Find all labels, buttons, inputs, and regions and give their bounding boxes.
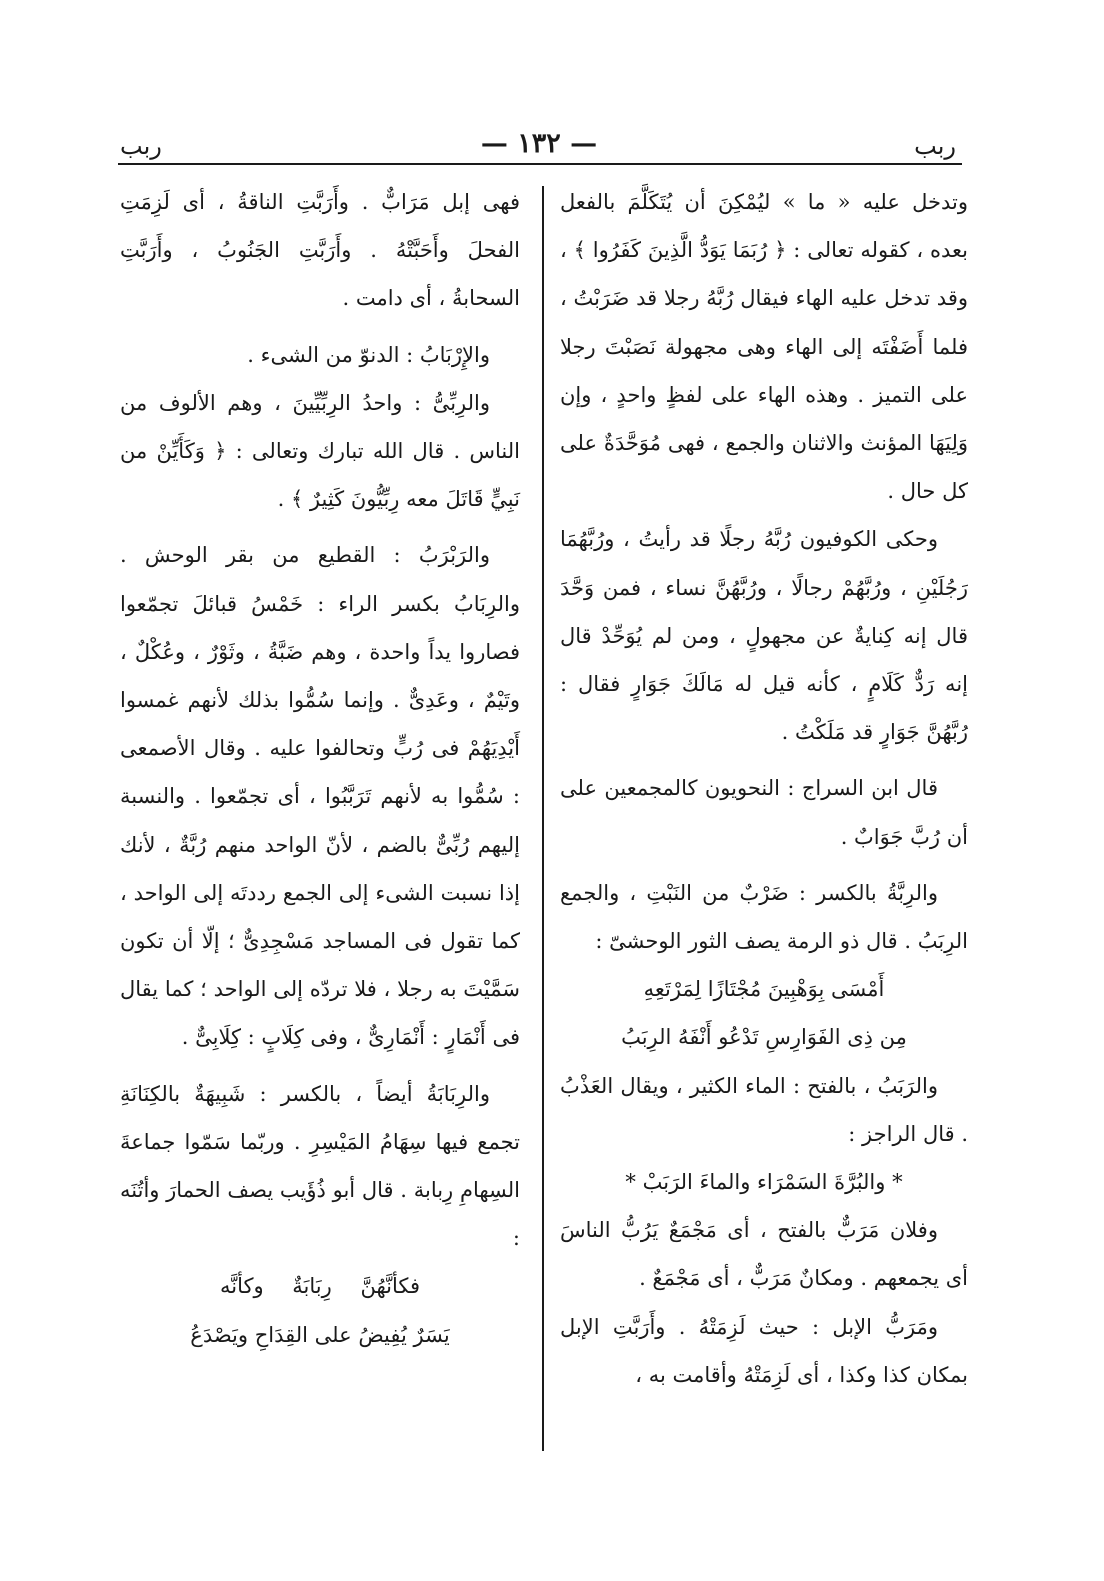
page-number: — ١٣٢ — (480, 128, 598, 159)
entry-paragraph: والرِبِّىُّ : واحدُ الرِبِّيِّينَ ، وهم الألوف من الناس . قال الله تبارك وتعالى : ﴿ وَكَأَيِّنْ من نَبِيٍّ قَاتَلَ معه رِبِّيُّونَ كَثِيرٌ ﴾ . (120, 390, 520, 512)
page-header (118, 128, 960, 162)
left-column (120, 178, 520, 1359)
entry-paragraph: والرَبْرَبُ : القطيع من بقر الوحش . والرِبَابُ بكسر الراء : خَمْسُ قبائلَ تجمّعوا فصاروا يداً واحدة ، وهم ضَبَّةُ ، وثَوْرٌ ، وعُكْلٌ ، وتَيْمٌ ، وعَدِىٌّ . وإنما سُمُّوا بذلك لأنهم غمسوا أَيْدِيَهُمْ فى رُبٍّ وتحالفوا عليه . وقال الأصمعى : سُمُّوا به لأنهم تَرَبَّبُوا ، أى تجمّعوا . والنسبة إليهم رُبِّىٌّ بالضم ، لأنّ الواحد منهم رُبَّةٌ ، لأنك إذا نسبت الشىء إلى الجمع رددتَه إلى الواحد ، كما تقول فى المساجد مَسْجِدِىٌّ ؛ إلّا أن تكون سَمَّيْتَ به رجلا ، فلا تردّه إلى الواحد ؛ كما يقال فى أَنْمَارٍ : أَنْمَارِىٌّ ، وفى كِلَابٍ : كِلَابِىٌّ . (120, 543, 520, 1050)
entry-paragraph: والإِرْبَابُ : الدنوّ من الشىء . (247, 342, 490, 367)
entry-paragraph: والرِبَّةُ بالكسر : ضَرْبٌ من النَبْتِ ، والجمع الرِبَبُ . قال ذو الرمة يصف الثور الوحشىّ : (560, 880, 968, 954)
entry-paragraph: والرَبَبُ ، بالفتح : الماء الكثير ، ويقال العَذْبُ . قال الراجز : (560, 1073, 968, 1146)
entry-paragraph: فهى إبل مَرَابٌّ . وأَرَبَّتِ الناقةُ ، أى لَزِمَتِ الفحلَ وأَحَبَّتْهُ . وأَرَبَّتِ الجَنُوبُ ، وأَرَبَّتِ السحابةُ ، أى دامت . (120, 190, 520, 311)
verse-line: يَسَرٌ يُفِيضُ على القِدَاحِ ويَصْدَعُ (190, 1322, 450, 1347)
entry-paragraph: والرِبَابَةُ أيضاً ، بالكسر : شَبِيهَةٌ بالكِنَانَةِ تجمع فيها سِهَامُ المَيْسِرِ . وربّما سَمّوا جماعةَ السِهامِ رِبابة . قال أبو ذُؤَيب يصف الحمارَ وأتُنَه : (120, 1081, 520, 1251)
verse-line: أَمْسَى بِوَهْبِينَ مُجْتَازًا لِمَرْتَعِهِ (643, 977, 885, 1002)
entry-paragraph: وفلان مَرَبٌّ بالفتح ، أى مَجْمَعٌ يَرُبُّ الناسَ أى يجمعهم . ومكانٌ مَرَبٌّ ، أى مَجْمَعٌ . (560, 1218, 968, 1291)
verse-line: * والبُرَّةَ السَمْرَاء والماءَ الرَبَبْ * (625, 1170, 903, 1195)
header-rule (118, 163, 962, 165)
header-keyword-left: ربب (120, 132, 162, 160)
entry-paragraph: قال ابن السراج : النحويون كالمجمعين على أن رُبَّ جَوَابٌ . (560, 776, 968, 849)
entry-paragraph: وتدخل عليه « ما » ليُمْكِنَ أن يُتَكَلَّمَ بالفعل بعده ، كقوله تعالى : ﴿ رُبَمَا يَوَدُّ الَّذِينَ كَفَرُوا ﴾ ، وقد تدخل عليه الهاء فيقال رُبَّهُ رجلا قد ضَرَبْتُ ، فلما أَضَفْتَه إلى الهاء وهى مجهولة نَصَبْتَ رجلا على التميز . وهذه الهاء على لفظٍ واحدٍ ، وإن وَلِيَهَا المؤنث والاثنان والجمع ، فهى مُوَحَّدَةٌ على كل حال . (560, 190, 968, 504)
right-column (560, 178, 968, 1399)
entry-paragraph: ومَرَبُّ الإبل : حيث لَزِمَتْهُ . وأَرَبَّتِ الإبل بمكان كذا وكذا ، أى لَزِمَتْهُ وأقامت به ، (560, 1314, 968, 1387)
entry-paragraph: وحكى الكوفيون رُبَّهُ رجلًا قد رأيتُ ، ورُبَّهُمَا رَجُلَيْنِ ، ورُبَّهُمْ رجالًا ، ورُبَّهُنَّ نساء ، فمن وَحَّدَ قال إنه كِنايةٌ عن مجهولٍ ، ومن لم يُوَحِّدْ قال إنه رَدٌّ كَلَامٍ ، كأنه قيل له مَالَكَ جَوَارٍ فقال : رُبَّهُنَّ جَوَارٍ قد مَلَكْتُ . (560, 527, 968, 745)
column-divider (542, 186, 544, 1451)
verse-line: فكأنَّهُنَّ رِبَابَةٌ وكأنَّه (219, 1274, 421, 1299)
verse-line: مِن ذِى الفَوَارِسِ تَدْعُو أَنْفَهُ الرِبَبُ (621, 1025, 907, 1050)
header-keyword-right: ربب (914, 132, 956, 160)
